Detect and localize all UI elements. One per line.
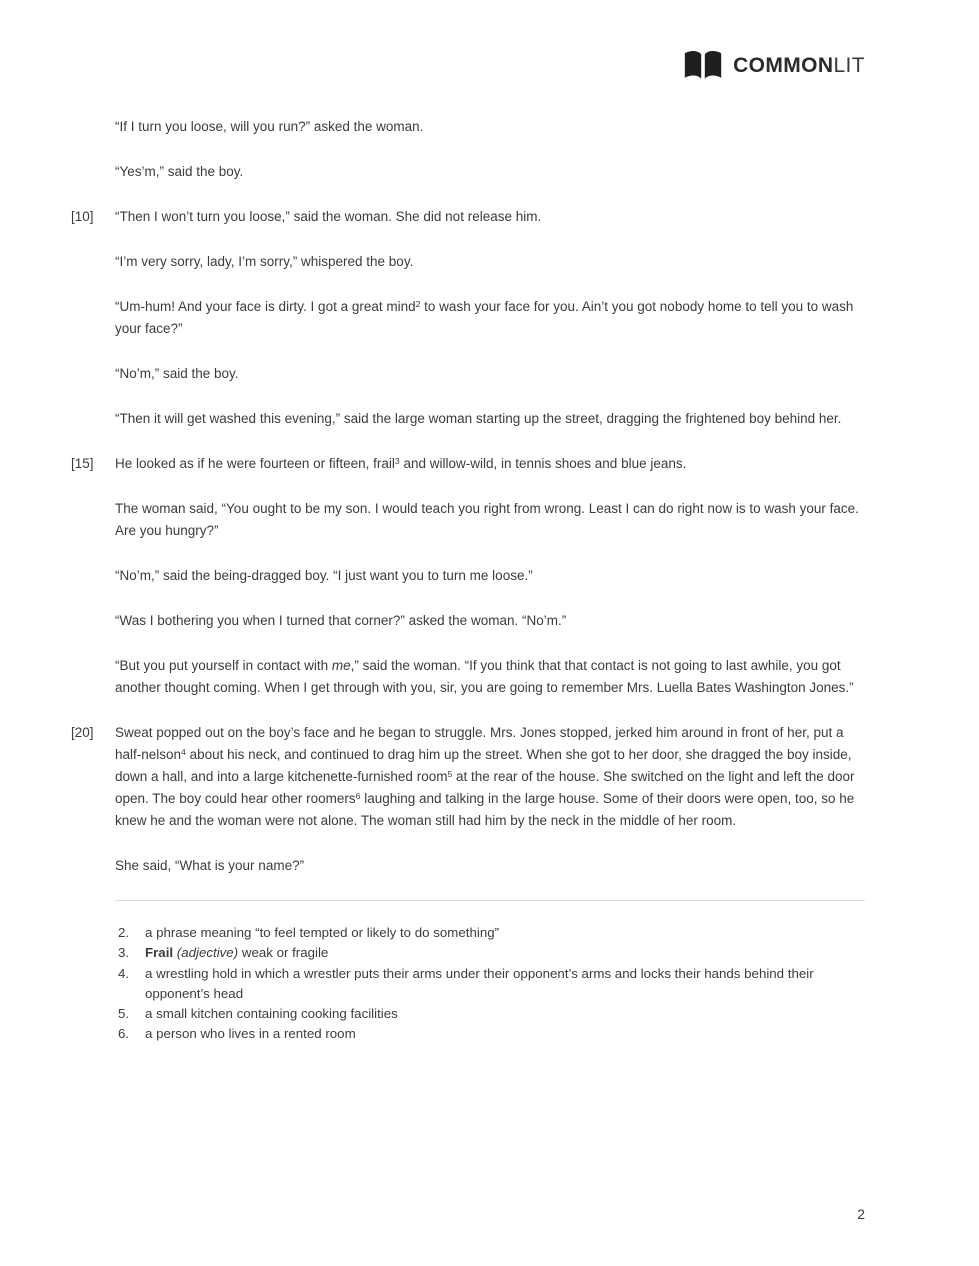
paragraph-text: “If I turn you loose, will you run?” asked the woman.: [115, 119, 424, 134]
footnote-list: [115, 923, 865, 1045]
footnote-reference: 3: [394, 456, 400, 467]
paragraph-text: “Then I won’t turn you loose,” said the woman. She did not release him.: [115, 209, 542, 224]
footnote-number: 6.: [118, 1026, 130, 1042]
header: [0, 0, 979, 84]
emphasized-text: Frail: [145, 945, 174, 961]
footnote-item: [115, 1024, 865, 1044]
paragraph: [115, 610, 865, 632]
paragraph-text: “Yes’m,” said the boy.: [115, 164, 244, 179]
paragraph: [115, 565, 865, 587]
footnote-item: [115, 943, 865, 963]
footnote-divider: [115, 900, 865, 901]
paragraph-number: [20]: [71, 725, 94, 740]
paragraph-text: He looked as if he were fourteen or fifteen, frail$^3$ and willow-wild, in tennis shoes and blue jeans.: [115, 456, 687, 471]
paragraph: [115, 296, 865, 340]
paragraph-text: She said, “What is your name?”: [115, 858, 305, 873]
logo-text-common: COMMON: [733, 54, 834, 77]
paragraph-text: “No’m,” said the boy.: [115, 366, 239, 381]
footnote-text: a person who lives in a rented room: [145, 1026, 356, 1042]
paragraph: [115, 498, 865, 542]
paragraph: [115, 855, 865, 877]
paragraph: [115, 363, 865, 385]
paragraph-text: “I’m very sorry, lady, I’m sorry,” whispered the boy.: [115, 254, 414, 269]
document-content: [0, 116, 979, 1045]
footnote-number: 4.: [118, 965, 130, 981]
paragraph: [115, 408, 865, 430]
footnote-text: Frail (adjective) weak or fragile: [145, 945, 329, 961]
footnote-reference: 2: [415, 299, 421, 310]
footnote-number: 2.: [118, 925, 130, 940]
paragraph-text: The woman said, “You ought to be my son. I would teach you right from wrong. Least I can do right now is to wash your face. Are you hungry?”: [115, 501, 859, 538]
emphasized-text: me: [331, 658, 351, 673]
paragraph: [115, 655, 865, 699]
paragraph-list: [71, 116, 865, 877]
paragraph-text: Sweat popped out on the boy’s face and he began to struggle. Mrs. Jones stopped, jerked him around in front of her, put a half-nelson$^4$ about his neck, and continued to drag him up the street. When she got to her door, she dragged the boy inside, down a hall, and into a large kitchenette-furnished room$^5$ at the rear of the house. She switched on the light and left the door open. The boy could hear other roomers$^6$ laughing and talking in the large house. Some of their doors were open, too, so he knew he and the woman were not alone. The woman still had him by the neck in the middle of her room.: [115, 725, 855, 828]
paragraph: [71, 453, 865, 475]
footnote-reference: 5: [447, 769, 453, 780]
paragraph-number: [10]: [71, 209, 94, 224]
paragraph: [71, 206, 865, 228]
logo-text: [733, 54, 865, 78]
paragraph-text: “Um-hum! And your face is dirty. I got a great mind$^2$ to wash your face for you. Ain’t you got nobody home to tell you to wash your face?”: [115, 299, 854, 336]
footnote-reference: 6: [355, 791, 361, 802]
paragraph: [115, 251, 865, 273]
paragraph: [71, 722, 865, 832]
paragraph-text: “Was I bothering you when I turned that corner?” asked the woman. “No’m.”: [115, 613, 567, 628]
footnote-reference: 4: [181, 747, 186, 758]
paragraph: [115, 116, 865, 138]
footnote-item: [115, 923, 865, 943]
paragraph-number: [15]: [71, 456, 94, 471]
logo-text-lit: LIT: [833, 54, 865, 77]
paragraph-text: “But you put yourself in contact with me,” said the woman. “If you think that that contact is not going to last awhile, you got another thought coming. When I get through with you, sir, you are going to remember Mrs. Luella Bates Washington Jones.”: [115, 658, 854, 695]
footnote-item: [115, 1004, 865, 1024]
footnote-text: a wrestling hold in which a wrestler puts their arms under their opponent’s arms and locks their hands behind their opponent’s head: [145, 965, 814, 1001]
footnote-number: 5.: [118, 1006, 130, 1022]
footnote-text: a small kitchen containing cooking facilities: [145, 1006, 398, 1022]
commonlit-logo: [683, 48, 865, 84]
footnote-number: 3.: [118, 945, 130, 961]
paragraph-text: “No’m,” said the being-dragged boy. “I just want you to turn me loose.”: [115, 568, 533, 583]
paragraph: [115, 161, 865, 183]
open-book-icon: [683, 49, 723, 83]
page-number: 2: [857, 1206, 865, 1222]
footnote-item: [115, 964, 865, 1005]
footnote-text: a phrase meaning “to feel tempted or likely to do something”: [145, 925, 500, 940]
emphasized-text: (adjective): [176, 945, 239, 961]
paragraph-text: “Then it will get washed this evening,” said the large woman starting up the street, dragging the frightened boy behind her.: [115, 411, 842, 426]
